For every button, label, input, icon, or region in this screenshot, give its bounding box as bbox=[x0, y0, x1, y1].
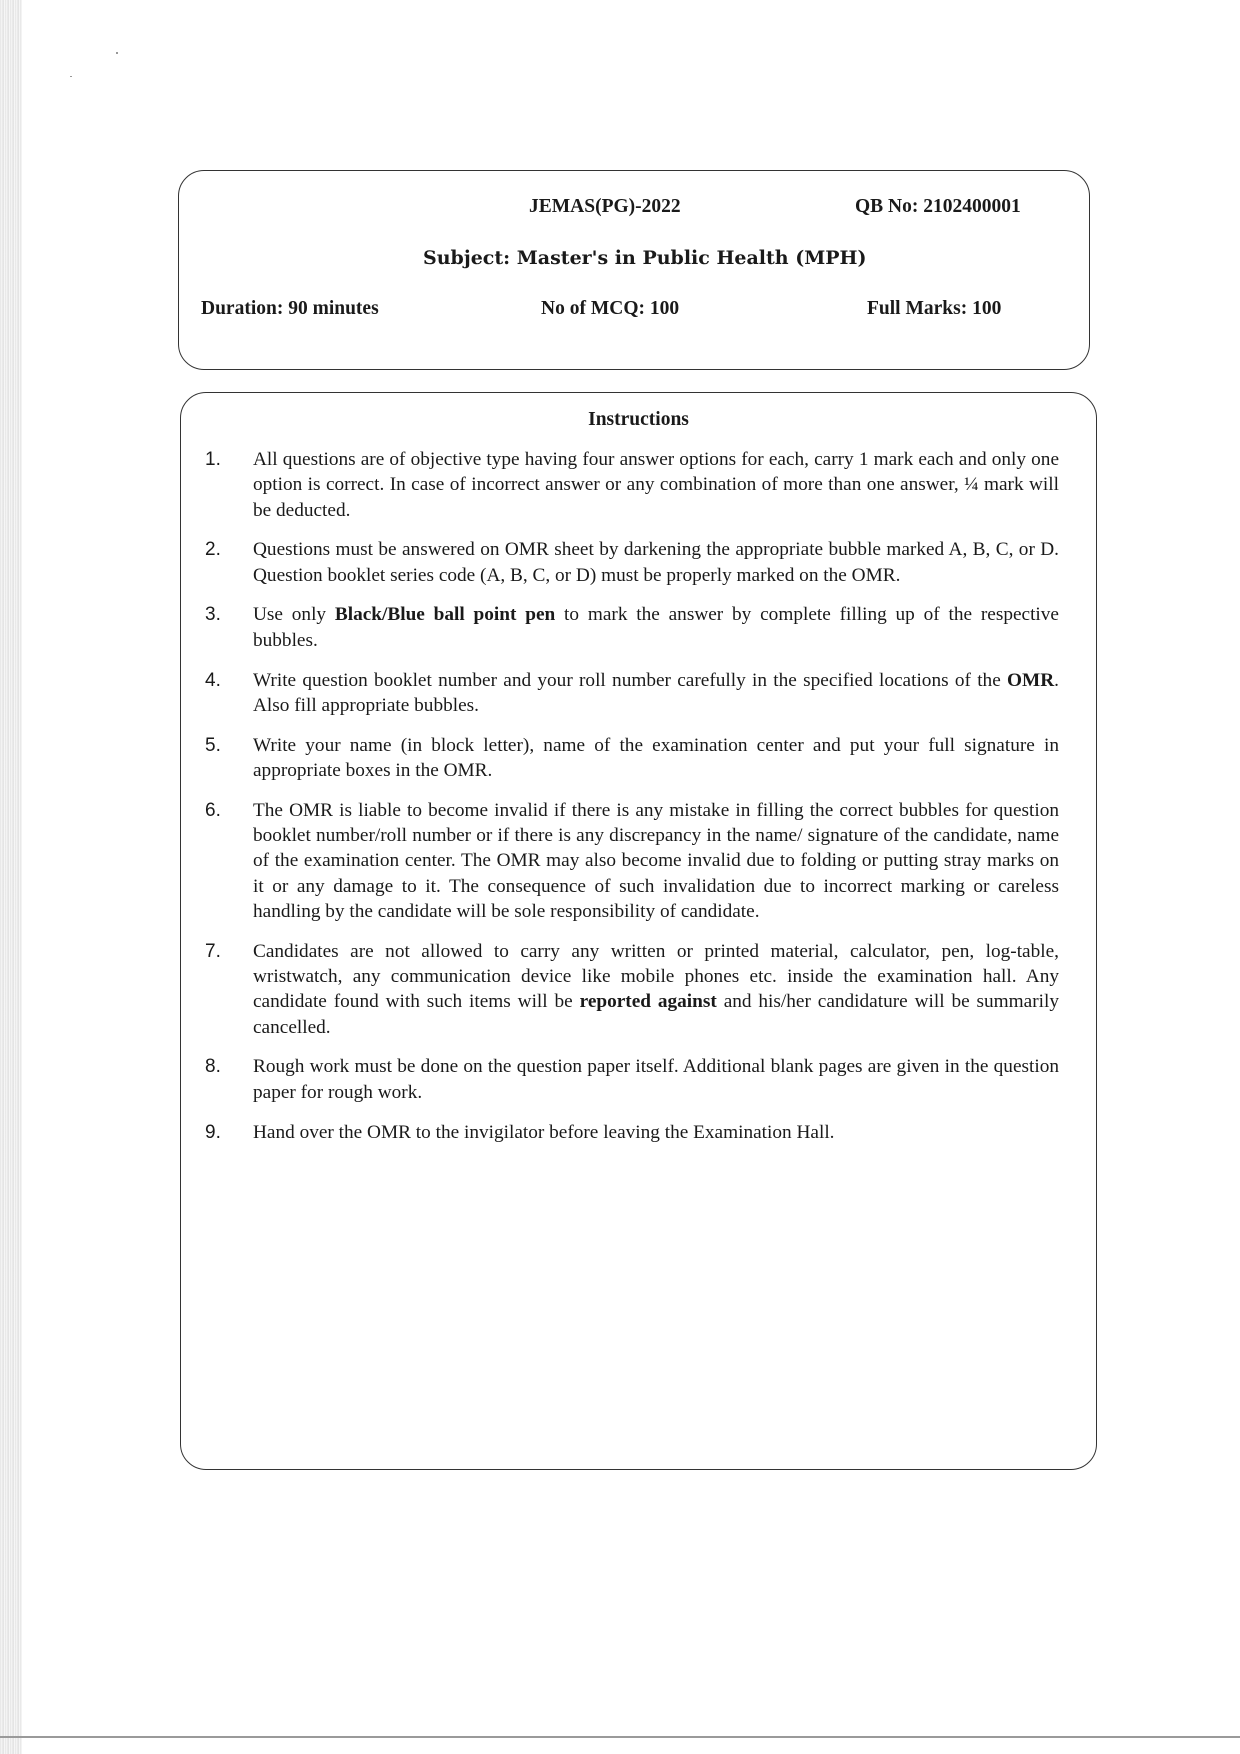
exam-header-box bbox=[178, 170, 1090, 370]
instruction-text-run: All questions are of objective type having four answer options for each, carry 1 mark each and only one option is correct. In case of incorrect answer or any combination of more than one answer, ¼ mark will be deducted. bbox=[253, 449, 1059, 521]
instruction-text bbox=[253, 733, 1059, 784]
instruction-number: 9. bbox=[205, 1121, 221, 1143]
instruction-number: 5. bbox=[205, 734, 221, 756]
instructions-list bbox=[201, 447, 1059, 1159]
instruction-text-run: Hand over the OMR to the invigilator before leaving the Examination Hall. bbox=[253, 1121, 835, 1143]
instruction-text-run: Use only bbox=[253, 604, 335, 626]
exam-duration: Duration: 90 minutes bbox=[201, 298, 379, 319]
instruction-item bbox=[201, 1120, 1059, 1145]
instruction-text-run: Rough work must be done on the question paper itself. Additional blank pages are given in the question paper for rough work. bbox=[253, 1056, 1059, 1103]
instruction-number: 7. bbox=[205, 940, 221, 962]
instruction-text bbox=[253, 668, 1059, 719]
instruction-text bbox=[253, 939, 1059, 1040]
instruction-number: 1. bbox=[205, 449, 221, 470]
instruction-item bbox=[201, 447, 1059, 523]
instruction-item bbox=[201, 668, 1059, 719]
instruction-text bbox=[253, 602, 1059, 653]
instruction-item bbox=[201, 537, 1059, 588]
instruction-text-run: and his/her candidature will be summarily cancelled. bbox=[253, 991, 1060, 1038]
instruction-item bbox=[201, 602, 1059, 653]
instructions-box bbox=[180, 392, 1097, 1470]
instruction-text bbox=[253, 1054, 1059, 1105]
subject-title: Subject: Master's in Public Health (MPH) bbox=[423, 247, 867, 269]
instruction-text-run: Candidates are not allowed to carry any written or printed material, calculator, pen, log-table, wristwatch, any communication device like mobile phones etc. inside the examination hall. Any candidate found with such items will be bbox=[253, 940, 1059, 1013]
instruction-emphasis: Black/Blue ball point pen bbox=[334, 604, 556, 626]
instruction-text-run: Write your name (in block letter), name of the examination center and put your full signature in appropriate boxes in the OMR. bbox=[253, 734, 1059, 781]
instruction-text bbox=[253, 798, 1059, 924]
qb-number: QB No: 2102400001 bbox=[855, 196, 1021, 217]
instruction-item bbox=[201, 733, 1059, 784]
scan-speck bbox=[116, 52, 118, 54]
exam-name: JEMAS(PG)-2022 bbox=[529, 196, 681, 217]
instruction-number: 8. bbox=[205, 1056, 221, 1078]
instruction-emphasis: OMR bbox=[1007, 669, 1055, 691]
instruction-item bbox=[201, 1054, 1059, 1105]
instruction-text-run: Write question booklet number and your roll number carefully in the specified locations of the bbox=[253, 669, 1008, 691]
instruction-emphasis: reported against bbox=[579, 991, 717, 1013]
instruction-text-run: The OMR is liable to become invalid if there is any mistake in filling the correct bubbles for question booklet number/roll number or if there is any discrepancy in the name/ signature of the candidate, name of the examination center. The OMR may also become invalid due to folding or putting stray marks on it or any damage to it. The consequence of such invalidation due to incorrect marking or careless handling by the candidate will be sole responsibility of candidate. bbox=[253, 799, 1059, 922]
instruction-item bbox=[201, 798, 1059, 924]
scan-edge-left bbox=[0, 0, 22, 1754]
instruction-number: 2. bbox=[205, 539, 221, 561]
scan-speck bbox=[70, 76, 72, 77]
instruction-text-run: . Also fill appropriate bubbles. bbox=[253, 669, 1059, 716]
instruction-item bbox=[201, 939, 1059, 1040]
instruction-text bbox=[253, 447, 1059, 523]
instruction-number: 4. bbox=[205, 669, 221, 691]
instruction-text bbox=[253, 537, 1059, 588]
instruction-text bbox=[253, 1120, 1059, 1145]
instruction-number: 6. bbox=[205, 799, 221, 821]
full-marks: Full Marks: 100 bbox=[867, 298, 1002, 319]
mcq-count: No of MCQ: 100 bbox=[541, 298, 680, 319]
instructions-title: Instructions bbox=[588, 409, 689, 430]
instruction-number: 3. bbox=[205, 604, 221, 626]
instruction-text-run: Questions must be answered on OMR sheet by darkening the appropriate bubble marked A, B, C, or D. Question booklet series code (A, B, C, or D) must be properly marked on the OMR. bbox=[253, 539, 1059, 586]
scan-edge-bottom bbox=[0, 1736, 1240, 1738]
instruction-text-run: to mark the answer by complete filling up of the respective bubbles. bbox=[253, 604, 1059, 651]
